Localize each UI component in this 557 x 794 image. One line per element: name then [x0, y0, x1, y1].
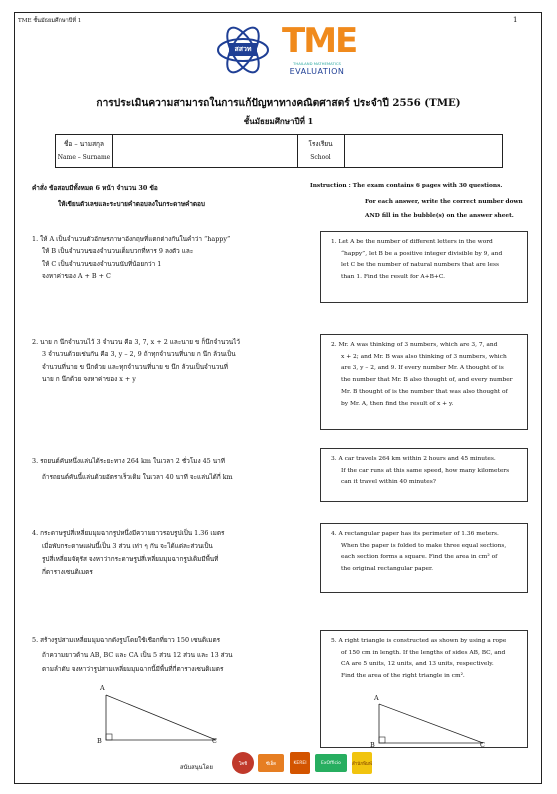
question-text-line: นาย ก นึกด้วย จงหาค่าของ x + y	[42, 374, 136, 383]
question-2-en	[320, 334, 528, 430]
name-box	[55, 134, 503, 168]
question-4-en	[320, 523, 528, 593]
question-text-line: 4. กระดาษรูปสี่เหลี่ยมมุมฉากรูปหนึ่งมีความยาวรอบรูปเป็น 1.36 เมตร	[32, 529, 225, 537]
question-text-line: each section forms a square. Find the area in cm² of	[341, 554, 498, 561]
triangle-left-label-a: A	[100, 684, 105, 692]
school-label-th: โรงเรียน	[308, 140, 333, 148]
question-text-line: When the paper is folded to make three equal sections,	[341, 542, 507, 549]
triangle-left-label-c: C	[212, 737, 217, 745]
question-text-line: ตามลำดับ จงหาว่ารูปสามเหลี่ยมมุมฉากนี้มีพื้นที่กี่ตารางเซนติเมตร	[42, 665, 224, 673]
triangle-figure-right	[373, 700, 488, 748]
triangle-left-label-b: B	[97, 737, 102, 745]
question-text-line: ให้ C เป็นจำนวนของจำนวนนับที่น้อยกว่า 1	[42, 259, 162, 268]
page-number: 1	[513, 16, 518, 24]
page-title: การประเมินความสามารถในการแก้ปัญหาทางคณิตศาสตร์ ประจำปี 2556 (TME)	[96, 97, 461, 109]
question-text-line: of 150 cm in length. If the lengths of sides AB, BC, and	[341, 649, 506, 656]
question-text-line: 1. ให้ A เป็นจำนวนตัวอักษรภาษาอังกฤษที่แตกต่างกันในคำว่า “happy”	[32, 235, 231, 243]
school-field[interactable]	[345, 135, 502, 167]
question-1-en	[320, 231, 528, 303]
question-text-line: can it travel within 40 minutes?	[341, 479, 436, 486]
question-text-line: are 3, y – 2, and 9. If every number Mr. A thought of is	[341, 365, 504, 372]
page-header-left: TME ชั้นมัธยมศึกษาปีที่ 1	[18, 18, 82, 24]
question-text-line: 2. Mr. A was thinking of 3 numbers, which are 3, 7, and	[331, 342, 498, 348]
question-text-line: let C be the number of natural numbers that are less	[341, 262, 500, 269]
question-text-line: “happy”, let B be a positive integer divisible by 9, and	[341, 250, 503, 257]
name-field[interactable]	[113, 135, 296, 167]
triangle-right-label-a: A	[374, 694, 379, 702]
question-text-line: CA are 5 units, 12 units, and 13 units, respectively.	[341, 661, 494, 668]
question-1-th	[32, 233, 317, 282]
instructions-en-line3: AND fill in the bubble(s) on the answer sheet.	[365, 213, 514, 219]
tme-logo	[282, 21, 357, 84]
triangle-right-label-c: C	[480, 741, 485, 749]
tme-logo-letters: TME	[282, 21, 357, 61]
question-text-line: 4. A rectangular paper has its perimeter of 1.36 meters.	[331, 531, 499, 537]
instructions-th-line2: ให้เขียนตัวเลขและระบายคำตอบลงในกระดาษคำตอบ	[58, 200, 205, 208]
sponsor-logo-3: KEREI	[290, 752, 310, 774]
sponsor-logo-1: โคชิ	[232, 752, 254, 774]
question-text-line: 3. A car travels 264 km within 2 hours and 45 minutes.	[331, 456, 496, 462]
sponsor-label: สนับสนุนโดย	[180, 765, 213, 771]
question-text-line: by Mr. A, then find the result of x + y.	[341, 400, 454, 407]
name-label-th: ชื่อ – นามสกุล	[64, 140, 104, 148]
tme-logo-sub: THAILAND MATHEMATICS	[293, 61, 341, 66]
ipst-logo	[215, 22, 271, 80]
instructions-en-line2: For each answer, write the correct number down	[365, 199, 523, 205]
sponsor-logo-2: ซีเอ็ด	[258, 754, 284, 772]
question-text-line: If the car runs at this same speed, how many kilometers	[341, 467, 510, 474]
question-text-line: than 1. Find the result for A+B+C.	[341, 274, 446, 281]
question-text-line: the original rectangular paper.	[341, 566, 433, 573]
triangle-figure-left	[98, 690, 223, 745]
question-text-line: 2. นาย ก นึกจำนวนไว้ 3 จำนวน คือ 3, 7, x + 2 และนาย ข ก็นึกจำนวนไว้	[32, 338, 240, 346]
question-text-line: ถ้ารถยนต์คันนี้แล่นด้วยอัตราเร็วเดิม ในเวลา 40 นาที จะแล่นได้กี่ km	[42, 473, 233, 481]
question-3-th	[32, 453, 317, 485]
instructions-th-line1: คำสั่ง ข้อสอบมีทั้งหมด 6 หน้า จำนวน 30 ข้อ	[32, 184, 158, 192]
question-2-th	[32, 336, 317, 385]
question-text-line: 3 จำนวนด้วยเช่นกัน คือ 3, y – 2, 9 ถ้าทุกจำนวนที่นาย ก นึก ล้วนเป็น	[42, 350, 236, 359]
question-5-th	[32, 633, 317, 677]
instructions-en-line1: Instruction : The exam contains 6 pages with 30 questions.	[310, 183, 503, 189]
sponsor-logo-5: สำนักพิมพ์	[352, 752, 372, 774]
question-text-line: 1. Let A be the number of different letters in the word	[331, 239, 493, 245]
question-text-line: เมื่อพับกระดาษแผ่นนี้เป็น 3 ส่วน เท่า ๆ กัน จะได้แต่ละส่วนเป็น	[42, 542, 213, 550]
ipst-logo-text: สสวท	[234, 45, 252, 53]
question-text-line: ถ้าความยาวด้าน AB, BC และ CA เป็น 5 ส่วน 12 ส่วน และ 13 ส่วน	[42, 650, 233, 659]
question-text-line: the number that Mr. B also thought of, and every number	[341, 377, 513, 384]
question-3-en	[320, 448, 528, 502]
question-4-th	[32, 527, 317, 579]
question-text-line: 3. รถยนต์คันหนึ่งแล่นได้ระยะทาง 264 km ในเวลา 2 ชั่วโมง 45 นาที	[32, 457, 225, 465]
question-text-line: Find the area of the right triangle in cm².	[341, 673, 465, 680]
question-text-line: 5. สร้างรูปสามเหลี่ยมมุมฉากดังรูปโดยใช้เชือกที่ยาว 150 เซนติเมตร	[32, 636, 221, 644]
name-label-en: Name – Surname	[57, 154, 111, 161]
sponsor-logo-4: ExOfficio	[315, 754, 347, 772]
question-text-line: จำนวนที่นาย ข นึกด้วย และทุกจำนวนที่นาย ข นึก ล้วนเป็นจำนวนที่	[42, 362, 228, 371]
question-text-line: จงหาค่าของ A + B + C	[42, 271, 111, 280]
question-text-line: ให้ B เป็นจำนวนของจำนวนเต็มบวกที่หาร 9 ลงตัว และ	[42, 247, 194, 256]
school-label-en: School	[310, 154, 331, 161]
page-subtitle: ชั้นมัธยมศึกษาปีที่ 1	[243, 116, 314, 126]
tme-logo-caption: EVALUATION	[289, 67, 345, 76]
question-text-line: รูปสี่เหลี่ยมจัตุรัส จงหาว่ากระดาษรูปสี่เหลี่ยมมุมฉากรูปเดิมมีพื้นที่	[42, 555, 219, 563]
question-text-line: กี่ตารางเซนติเมตร	[42, 568, 93, 576]
question-text-line: x + 2; and Mr. B was also thinking of 3 numbers, which	[341, 353, 507, 360]
question-text-line: 5. A right triangle is constructed as shown by using a rope	[331, 638, 507, 644]
triangle-right-label-b: B	[370, 741, 375, 749]
question-text-line: Mr. B thought of is the number that was also thought of	[341, 388, 508, 395]
